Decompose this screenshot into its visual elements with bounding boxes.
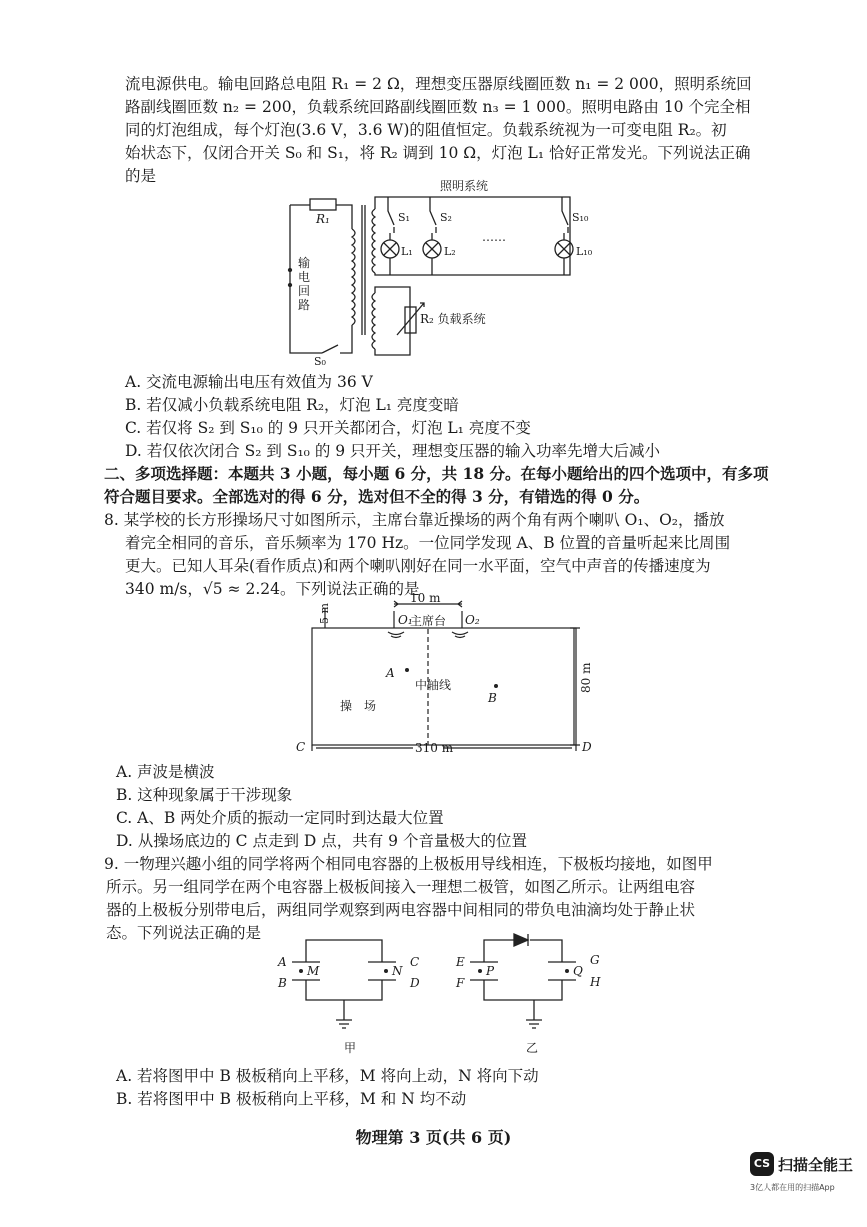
lamp-l2-label: L₂ — [444, 245, 456, 258]
dim-10m-label: 10 m — [410, 593, 441, 605]
lamp-l10-label: L₁₀ — [576, 245, 593, 258]
q8-line-2: 着完全相同的音乐，音乐频率为 170 Hz。一位同学发现 A、B 位置的音量听起来比周围 — [125, 534, 731, 552]
q8-line-3: 更大。已知人耳朵(看作质点)和两个喇叭刚好在同一水平面，空气中声音的传播速度为 — [125, 557, 711, 575]
point-d-label: D — [582, 740, 592, 754]
figure-jia-label: 甲 — [344, 1041, 357, 1055]
stage-label: 主席台 — [410, 614, 447, 628]
drop-m-label: M — [307, 964, 320, 978]
transmission-char-2: 电 — [298, 270, 311, 284]
ellipsis-label: …… — [482, 230, 506, 244]
point-c-label: C — [296, 740, 306, 754]
switch-s10-label: S₁₀ — [572, 211, 589, 224]
plate-c-label: C — [410, 955, 420, 969]
q9-line-4: 态。下列说法正确的是 — [106, 924, 262, 942]
drop-p-label: P — [486, 964, 495, 978]
page-footer: 物理第 3 页(共 6 页) — [355, 1128, 512, 1147]
playground-diagram — [290, 593, 600, 755]
q8-line-4: 340 m/s，√5 ≈ 2.24。下列说法正确的是 — [125, 580, 420, 598]
load-system-label: R₂ 负载系统 — [420, 312, 486, 326]
plate-d-label: D — [410, 976, 420, 990]
q9-line-1: 9. 一物理兴趣小组的同学将两个相同电容器的上极板用导线相连，下极板均接地，如图甲 — [104, 855, 713, 873]
q7-line-4: 始状态下，仅闭合开关 S₀ 和 S₁，将 R₂ 调到 10 Ω，灯泡 L₁ 恰好正常发光。下列说法正确 — [125, 144, 751, 162]
q8-option-a: A. 声波是横波 — [116, 763, 215, 781]
q9-line-2: 所示。另一组同学在两个电容器上极板间接入一理想二极管，如图乙所示。让两组电容 — [106, 878, 696, 896]
oil-drop-p — [478, 969, 482, 973]
lamp-l1-label: L₁ — [401, 245, 413, 258]
oil-drop-q — [565, 969, 569, 973]
camscanner-badge-icon: CS — [750, 1152, 774, 1176]
q9-option-a: A. 若将图甲中 B 极板稍向上平移，M 将向上动，N 将向下动 — [116, 1067, 539, 1085]
dim-310m-label: 310 m — [415, 741, 454, 755]
oil-drop-m — [299, 969, 303, 973]
speaker-o2-label: O₂ — [465, 613, 480, 627]
capacitor-diagram-yi — [450, 932, 620, 1057]
central-axis-label: 中轴线 — [415, 678, 452, 692]
q7-option-a: A. 交流电源输出电压有效值为 36 V — [125, 373, 373, 391]
q7-option-d: D. 若仅依次闭合 S₂ 到 S₁₀ 的 9 只开关，理想变压器的输入功率先增大后减小 — [125, 442, 661, 460]
switch-s2-label: S₂ — [440, 211, 452, 224]
lighting-system-label: 照明系统 — [440, 179, 489, 193]
q7-line-1: 流电源供电。输电回路总电阻 R₁ = 2 Ω，理想变压器原线圈匝数 n₁ = 2 000，照明系统回 — [125, 75, 752, 93]
plate-a-label: A — [278, 955, 287, 969]
dim-5m-label: 5 m — [318, 603, 331, 624]
transmission-char-3: 回 — [298, 284, 311, 298]
drop-n-label: N — [392, 964, 403, 978]
switch-s1-label: S₁ — [398, 211, 410, 224]
plate-e-label: E — [456, 955, 465, 969]
transformer-circuit-diagram — [280, 175, 620, 365]
q7-line-3: 同的灯泡组成，每个灯泡(3.6 V，3.6 W)的阻值恒定。负载系统视为一可变电阻 R₂。初 — [125, 121, 727, 139]
point-a-label: A — [386, 666, 395, 680]
drop-q-label: Q — [573, 964, 583, 978]
plate-g-label: G — [590, 953, 600, 967]
q9-line-3: 器的上极板分别带电后，两组同学观察到两电容器中间相同的带负电油滴均处于静止状 — [106, 901, 696, 919]
q8-option-c: C. A、B 两处介质的振动一定同时到达最大位置 — [116, 809, 444, 827]
q8-option-b: B. 这种现象属于干涉现象 — [116, 786, 293, 804]
q7-option-b: B. 若仅减小负载系统电阻 R₂，灯泡 L₁ 亮度变暗 — [125, 396, 459, 414]
plate-f-label: F — [456, 976, 465, 990]
dim-80m-label: 80 m — [579, 662, 593, 693]
q7-line-5: 的是 — [125, 167, 157, 185]
switch-s0-label: S₀ — [314, 355, 326, 365]
q8-line-1: 8. 某学校的长方形操场尺寸如图所示，主席台靠近操场的两个角有两个喇叭 O₁、O₂，播放 — [104, 511, 725, 529]
camscanner-name: 扫描全能王 — [778, 1156, 854, 1174]
oil-drop-n — [384, 969, 388, 973]
transmission-char-1: 输 — [298, 256, 311, 270]
q7-option-c: C. 若仅将 S₂ 到 S₁₀ 的 9 只开关都闭合，灯泡 L₁ 亮度不变 — [125, 419, 531, 437]
q8-option-d: D. 从操场底边的 C 点走到 D 点，共有 9 个音量极大的位置 — [116, 832, 527, 850]
q7-line-2: 路副线圈匝数 n₂ = 200，负载系统回路副线圈匝数 n₃ = 1 000。照明电路由 10 个完全相 — [125, 98, 751, 116]
capacitor-diagram-jia — [270, 932, 440, 1057]
plate-b-label: B — [278, 976, 287, 990]
section-2-heading-line-2: 符合题目要求。全部选对的得 6 分，选对但不全的得 3 分，有错选的得 0 分。 — [104, 487, 650, 506]
point-b — [494, 684, 498, 688]
camscanner-tagline: 3亿人都在用的扫描App — [750, 1183, 835, 1192]
r1-label: R₁ — [316, 212, 330, 226]
section-2-heading-line-1: 二、多项选择题：本题共 3 小题，每小题 6 分，共 18 分。在每小题给出的四个选项中，有多项 — [104, 464, 769, 483]
q9-option-b: B. 若将图甲中 B 极板稍向上平移，M 和 N 均不动 — [116, 1090, 467, 1108]
point-a — [405, 668, 409, 672]
playground-label: 操 场 — [340, 699, 377, 713]
transmission-char-4: 路 — [298, 298, 311, 312]
point-b-label: B — [488, 691, 497, 705]
speaker-o1-label: O₁ — [398, 613, 413, 627]
plate-h-label: H — [590, 975, 601, 989]
camscanner-logo — [750, 1152, 860, 1212]
figure-yi-label: 乙 — [526, 1041, 539, 1055]
